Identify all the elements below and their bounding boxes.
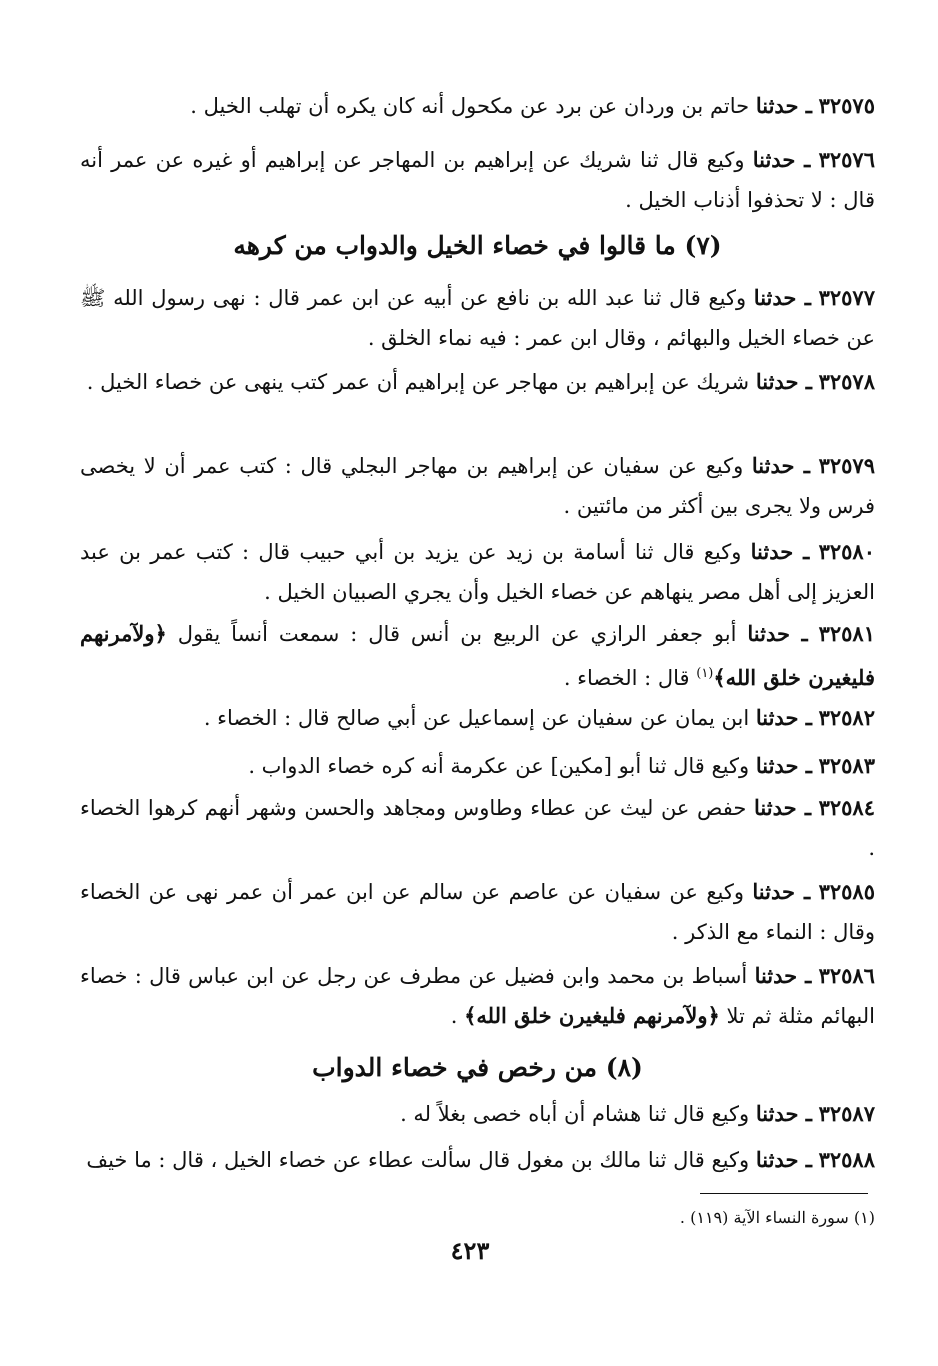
hadith-number: ٣٢٥٨٦ — [818, 963, 875, 988]
hadith-lead: ـ حدثنا — [755, 705, 812, 730]
hadith-entry — [80, 1094, 875, 1134]
hadith-lead: ـ حدثنا — [751, 453, 810, 478]
hadith-lead: ـ حدثنا — [750, 539, 810, 564]
hadith-entry — [80, 746, 875, 786]
hadith-text: وكيع قال ثنا أبو [مكين] عن عكرمة أنه كره خصاء الدواب . — [248, 754, 750, 778]
hadith-entry — [80, 788, 875, 868]
hadith-text: وكيع عن سفيان عن إبراهيم بن مهاجر البجلي قال : كتب عمر أن لا يخصى فرس ولا يجرى بين أكثر من مائتين . — [80, 454, 875, 518]
hadith-number: ٣٢٥٨٤ — [818, 795, 875, 820]
section-heading-8: (٨) من رخص في خصاء الدواب — [312, 1053, 643, 1082]
footnote: (١) سورة النساء الآية (١١٩) . — [679, 1208, 875, 1227]
hadith-entry — [80, 532, 875, 612]
hadith-text: وكيع قال ثنا عبد الله بن نافع عن أبيه عن ابن عمر قال : نهى رسول الله ﷺ عن خصاء الخيل والبهائم ، وقال ابن عمر : فيه نماء الخلق . — [80, 286, 875, 350]
footnote-ref: (١) — [696, 666, 714, 681]
hadith-number: ٣٢٥٨٧ — [818, 1101, 875, 1126]
hadith-entry — [80, 698, 875, 738]
hadith-tail: قال : الخصاء . — [563, 666, 697, 690]
hadith-text: وكيع قال ثنا شريك عن إبراهيم بن المهاجر عن إبراهيم أو غيره عن عمر أنه قال : لا تحذفوا أذناب الخيل . — [80, 148, 875, 212]
footnote-divider — [700, 1193, 868, 1194]
hadith-lead: ـ حدثنا — [754, 963, 812, 988]
hadith-text: شريك عن إبراهيم بن مهاجر عن إبراهيم أن عمر كتب ينهى عن خصاء الخيل . — [86, 370, 750, 394]
hadith-number: ٣٢٥٧٥ — [818, 93, 875, 118]
hadith-lead: ـ حدثنا — [753, 285, 811, 310]
hadith-number: ٣٢٥٧٨ — [818, 369, 875, 394]
hadith-lead: ـ حدثنا — [752, 147, 811, 172]
hadith-text: وكيع عن سفيان عن عاصم عن سالم عن ابن عمر أن عمر نهى عن الخصاء وقال : النماء مع الذكر . — [80, 880, 875, 944]
hadith-text: أبو جعفر الرازي عن الربيع بن أنس قال : سمعت أنساً يقول — [177, 622, 737, 646]
hadith-entry — [80, 86, 875, 126]
hadith-text: حفص عن ليث عن عطاء وطاوس ومجاهد والحسن وشهر أنهم كرهوا الخصاء . — [80, 796, 875, 860]
hadith-number: ٣٢٥٨١ — [818, 621, 875, 646]
hadith-entry — [80, 362, 875, 402]
hadith-number: ٣٢٥٨٨ — [818, 1147, 875, 1172]
hadith-lead: ـ حدثنا — [747, 621, 808, 646]
hadith-tail: . — [450, 1004, 465, 1028]
hadith-number: ٣٢٥٨٥ — [818, 879, 875, 904]
hadith-lead: ـ حدثنا — [754, 795, 811, 820]
page-number: ٤٢٣ — [450, 1236, 490, 1265]
hadith-entry — [80, 614, 875, 698]
hadith-entry — [80, 1140, 875, 1180]
hadith-text: حاتم بن وردان عن برد عن مكحول أنه كان يكره أن تهلب الخيل . — [190, 94, 750, 118]
hadith-entry — [80, 956, 875, 1036]
hadith-lead: ـ حدثنا — [755, 93, 812, 118]
hadith-entry — [80, 872, 875, 952]
quran-quote: ﴿ولآمرنهم فليغيرن خلق الله﴾ — [80, 621, 875, 690]
hadith-number: ٣٢٥٧٧ — [818, 285, 875, 310]
hadith-number: ٣٢٥٨٢ — [818, 705, 875, 730]
hadith-number: ٣٢٥٧٦ — [818, 147, 875, 172]
hadith-text: وكيع قال ثنا هشام أن أباه خصى بغلاً له . — [400, 1102, 750, 1126]
quran-quote: ﴿ولآمرنهم فليغيرن خلق الله﴾ — [464, 1003, 720, 1028]
hadith-lead: ـ حدثنا — [755, 369, 812, 394]
hadith-lead: ـ حدثنا — [755, 1101, 812, 1126]
hadith-text: أسباط بن محمد وابن فضيل عن مطرف عن رجل عن ابن عباس قال : خصاء البهائم مثلة ثم تلا — [80, 964, 875, 1028]
hadith-lead: ـ حدثنا — [752, 879, 811, 904]
hadith-lead: ـ حدثنا — [755, 753, 812, 778]
hadith-entry — [80, 140, 875, 220]
hadith-entry — [80, 278, 875, 358]
hadith-lead: ـ حدثنا — [755, 1147, 812, 1172]
section-heading-7: (٧) ما قالوا في خصاء الخيل والدواب من كرهه — [233, 231, 722, 260]
hadith-number: ٣٢٥٨٣ — [818, 753, 875, 778]
hadith-number: ٣٢٥٨٠ — [818, 539, 875, 564]
hadith-text: ابن يمان عن سفيان عن إسماعيل عن أبي صالح قال : الخصاء . — [203, 706, 750, 730]
hadith-text: وكيع قال ثنا أسامة بن زيد عن يزيد بن أبي حبيب قال : كتب عمر بن عبد العزيز إلى أهل مصر ينهاهم عن خصاء الخيل وأن يجري الصبيان الخيل . — [80, 540, 875, 604]
hadith-text: وكيع قال ثنا مالك بن مغول قال سألت عطاء عن خصاء الخيل ، قال : ما خيف — [86, 1148, 750, 1172]
hadith-number: ٣٢٥٧٩ — [818, 453, 875, 478]
hadith-entry — [80, 446, 875, 526]
